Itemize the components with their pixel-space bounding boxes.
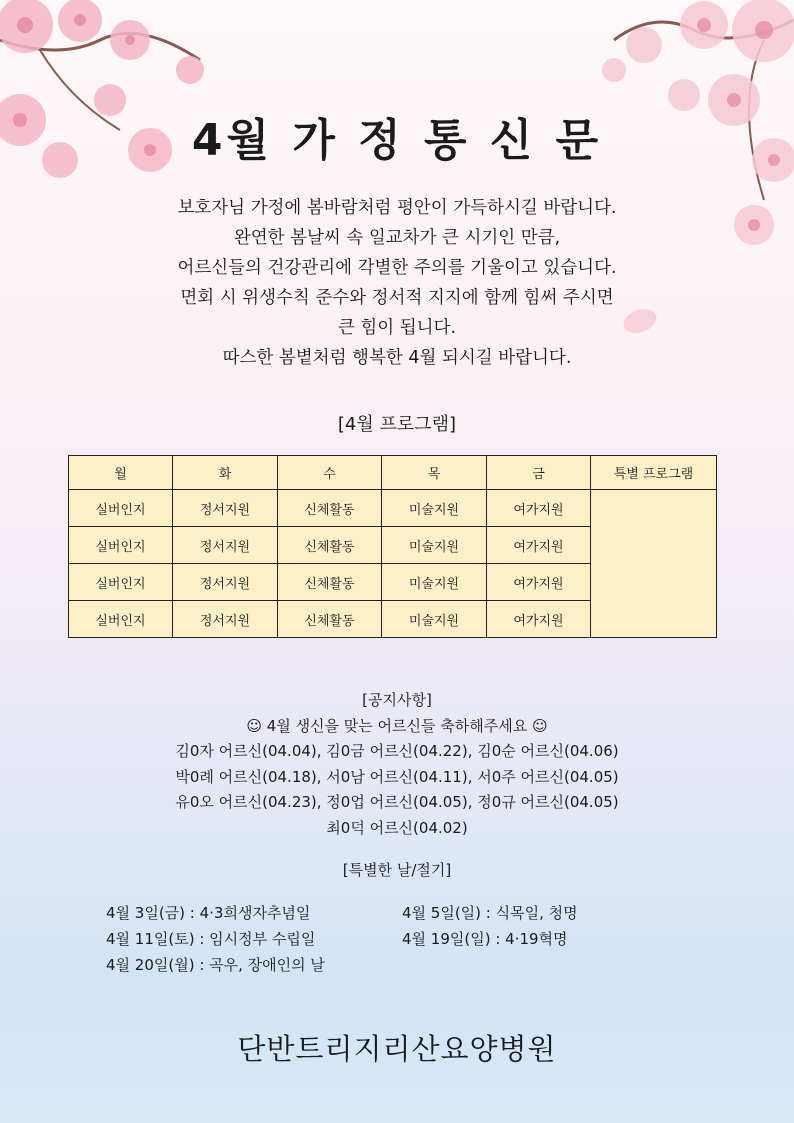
table-cell: 신체활동	[278, 527, 382, 564]
table-cell: 정서지원	[173, 527, 278, 564]
greeting-line: 어르신들의 건강관리에 각별한 주의를 기울이고 있습니다.	[177, 258, 617, 278]
header-tue: 화	[173, 456, 278, 490]
header-special: 특별 프로그램	[591, 456, 717, 490]
table-cell: 미술지원	[382, 490, 487, 527]
notice-line: 최0덕 어르신(04.02)	[326, 818, 468, 837]
table-cell: 신체활동	[278, 490, 382, 527]
special-days-title: [특별한 날/절기]	[342, 861, 452, 879]
table-cell: 미술지원	[382, 601, 487, 638]
table-cell: 신체활동	[278, 601, 382, 638]
notice-line: 유0오 어르신(04.23), 정0업 어르신(04.05), 정0규 어르신(04.05)	[175, 793, 619, 811]
hospital-name: 단반트리지리산요양병원	[237, 1032, 557, 1066]
table-header-row	[69, 456, 717, 490]
table-row	[69, 490, 717, 527]
table-cell: 여가지원	[487, 527, 591, 564]
table-cell: 신체활동	[278, 564, 382, 601]
greeting-line: 면회 시 위생수칙 준수와 정서적 지지에 함께 힘써 주시면	[180, 288, 614, 308]
holiday-item: 4월 11일(토) : 임시정부 수립일	[106, 930, 316, 948]
program-title: [4월 프로그램]	[337, 414, 457, 435]
table-cell: 미술지원	[382, 527, 487, 564]
table-cell: 실버인지	[69, 527, 173, 564]
header-thu: 목	[382, 456, 487, 490]
table-cell: 정서지원	[173, 601, 278, 638]
header-fri: 금	[487, 456, 591, 490]
table-cell: 여가지원	[487, 601, 591, 638]
table-cell: 정서지원	[173, 490, 278, 527]
holiday-item: 4월 19일(일) : 4·19혁명	[402, 930, 568, 948]
page-title: 4월 가 정 통 신 문	[191, 115, 603, 166]
table-cell: 정서지원	[173, 564, 278, 601]
table-cell: 실버인지	[69, 564, 173, 601]
notice-title: [공지사항]	[362, 691, 432, 709]
notice-line: ☺ 4월 생신을 맞는 어르신들 축하해주세요 ☺	[246, 716, 548, 735]
header-wed: 수	[278, 456, 382, 490]
table-cell: 여가지원	[487, 564, 591, 601]
holiday-item: 4월 5일(일) : 식목일, 청명	[402, 904, 578, 922]
holiday-item: 4월 3일(금) : 4·3희생자추념일	[106, 904, 311, 922]
table-cell: 실버인지	[69, 490, 173, 527]
greeting-message	[97, 193, 697, 373]
greeting-line: 따스한 봄볕처럼 행복한 4월 되시길 바랍니다.	[222, 348, 572, 368]
special-program-cell	[591, 490, 717, 638]
notice-section	[0, 688, 794, 841]
program-table	[68, 455, 717, 638]
notice-line: 김0자 어르신(04.04), 김0금 어르신(04.22), 김0순 어르신(04.06)	[175, 742, 619, 760]
table-cell: 여가지원	[487, 490, 591, 527]
table-cell: 미술지원	[382, 564, 487, 601]
holiday-item: 4월 20일(월) : 곡우, 장애인의 날	[106, 956, 325, 974]
table-cell: 실버인지	[69, 601, 173, 638]
greeting-line: 큰 힘이 됩니다.	[337, 318, 457, 338]
greeting-line: 보호자님 가정에 봄바람처럼 평안이 가득하시길 바랍니다.	[177, 198, 617, 218]
notice-line: 박0례 어르신(04.18), 서0남 어르신(04.11), 서0주 어르신(04.05)	[175, 767, 619, 786]
greeting-line: 완연한 봄날씨 속 일교차가 큰 시기인 만큼,	[233, 228, 561, 248]
header-mon: 월	[69, 456, 173, 490]
